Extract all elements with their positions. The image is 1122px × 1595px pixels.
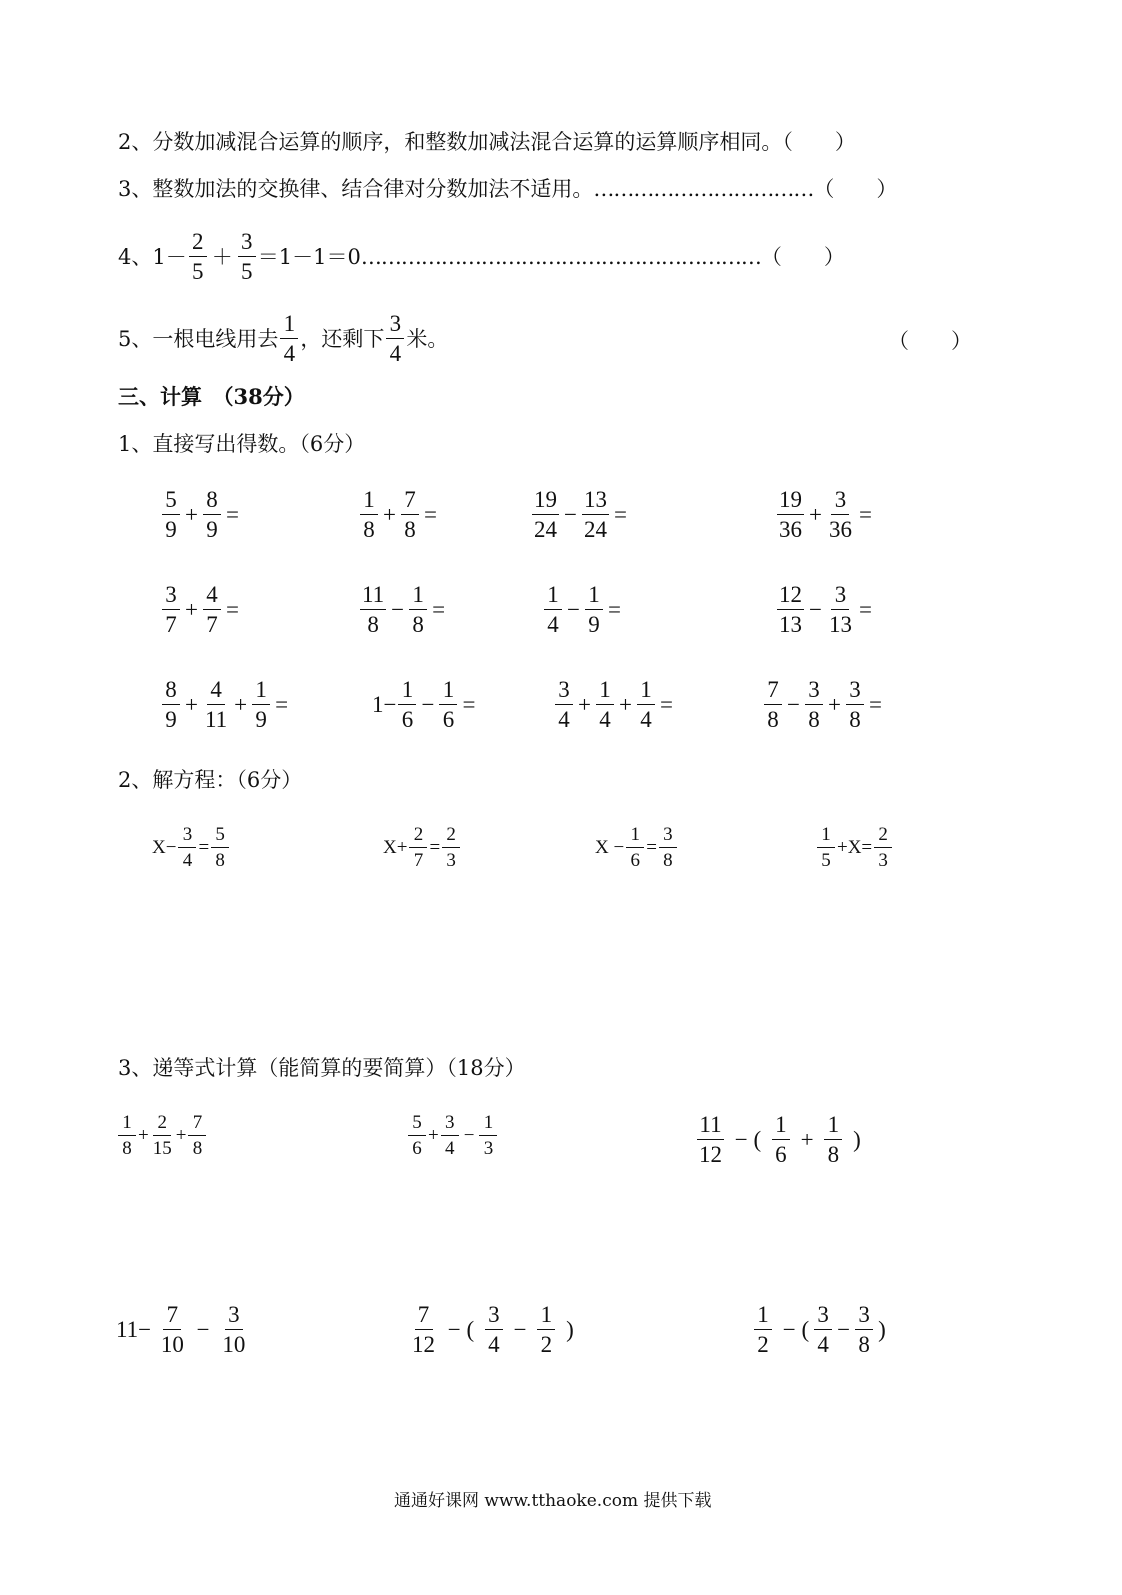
calc-problem: $\frac{8}{9}$ + $\frac{4}{11}$ + $\frac{1}{9}$ = bbox=[160, 678, 291, 731]
page-footer: 通通好课网 www.tthaoke.com 提供下载 bbox=[394, 1491, 712, 1511]
judge-item-3 bbox=[118, 175, 897, 203]
answer-paren[interactable]: （ ） bbox=[888, 329, 972, 353]
judge-item-4-prefix: 4、1－ bbox=[118, 244, 187, 269]
leader-dots: …………………………………………………… bbox=[360, 244, 761, 269]
judge-item-2 bbox=[118, 128, 856, 156]
judge-item-3-text: 3、整数加法的交换律、结合律对分数加法不适用。 bbox=[118, 177, 594, 201]
calc-problem: $\frac{19}{24}$ − $\frac{13}{24}$ = bbox=[534, 487, 627, 542]
calc-problem: $\frac{3}{4}$ + $\frac{1}{4}$ + $\frac{1}{4}$ = bbox=[553, 678, 676, 731]
fraction bbox=[386, 312, 404, 365]
step-calc-problem: $\frac{1}{8}$ + $\frac{2}{15}$ + $\frac{7}{8}$ bbox=[116, 1113, 208, 1158]
subsection-title: 3、递等式计算（能简算的要简算）（18分） bbox=[118, 1056, 526, 1080]
equation-problem: X − $\frac{1}{6}$ = $\frac{3}{8}$ bbox=[595, 825, 679, 870]
judge-item-2-text: 2、分数加减混合运算的顺序，和整数加减法混合运算的运算顺序相同。（ ） bbox=[118, 130, 856, 154]
numerator: 2 bbox=[189, 230, 207, 257]
calc-problem: $\frac{3}{7}$ + $\frac{4}{7}$ = bbox=[160, 583, 242, 636]
denominator: 4 bbox=[389, 341, 402, 366]
judge-item-4 bbox=[118, 230, 845, 283]
calc-problem: $\frac{1}{4}$ − $\frac{1}{9}$ = bbox=[542, 583, 624, 636]
denominator: 5 bbox=[191, 259, 204, 284]
numerator: 1 bbox=[280, 312, 298, 339]
fraction bbox=[280, 312, 298, 365]
equation-problem: $\frac{1}{5}$ +X= $\frac{2}{3}$ bbox=[815, 825, 894, 870]
judge-item-5 bbox=[118, 312, 448, 365]
step-calc-problem: 11− $\frac{7}{10}$ − $\frac{3}{10}$ bbox=[116, 1302, 246, 1357]
step-calc-problem: $\frac{7}{12}$ − ( $\frac{3}{4}$ − $\frac{1}{2}$ ) bbox=[412, 1302, 574, 1357]
judge-item-5-prefix: 5、一根电线用去 bbox=[118, 326, 279, 351]
leader-dots: …………………………… bbox=[593, 177, 814, 201]
fraction bbox=[189, 230, 207, 283]
calc-problem: $\frac{1}{8}$ + $\frac{7}{8}$ = bbox=[358, 488, 440, 541]
subsection-title: 1、直接写出得数。（6分） bbox=[118, 432, 366, 456]
calc-problem: $\frac{7}{8}$ − $\frac{3}{8}$ + $\frac{3}{8}$ = bbox=[762, 678, 885, 731]
equation-problem: X+ $\frac{2}{7}$ = $\frac{2}{3}$ bbox=[383, 825, 462, 870]
step-calc-problem: $\frac{1}{2}$ − ( $\frac{3}{4}$ − $\frac{3}{8}$ ) bbox=[752, 1303, 889, 1356]
section-title: 三、计算 （38分） bbox=[118, 384, 305, 409]
calc-problem: $\frac{12}{13}$ − $\frac{3}{13}$ = bbox=[779, 582, 872, 637]
judge-item-4-suffix: ＝1－1＝0 bbox=[257, 244, 361, 269]
answer-paren[interactable]: （ ） bbox=[760, 244, 845, 269]
answer-paren[interactable]: （ ） bbox=[813, 177, 898, 201]
judge-item-5-suffix: 米。 bbox=[406, 326, 449, 351]
calc-problem: $\frac{5}{9}$ + $\frac{8}{9}$ = bbox=[160, 488, 242, 541]
plus-sign: ＋ bbox=[211, 244, 233, 269]
calc-problem: 1− $\frac{1}{6}$ − $\frac{1}{6}$ = bbox=[372, 677, 476, 732]
denominator: 4 bbox=[283, 341, 296, 366]
judge-item-5-mid: ，还剩下 bbox=[300, 326, 385, 351]
equation-problem: X− $\frac{3}{4}$ = $\frac{5}{8}$ bbox=[152, 825, 231, 870]
step-calc-problem: $\frac{5}{6}$ + $\frac{3}{4}$ − $\frac{1}{3}$ bbox=[406, 1113, 499, 1158]
numerator: 3 bbox=[386, 312, 404, 339]
denominator: 5 bbox=[240, 259, 253, 284]
calc-problem: $\frac{11}{8}$ − $\frac{1}{8}$ = bbox=[362, 582, 446, 637]
subsection-title: 2、解方程：（6分） bbox=[118, 768, 303, 792]
fraction bbox=[238, 230, 256, 283]
numerator: 3 bbox=[238, 230, 256, 257]
step-calc-problem: $\frac{11}{12}$ − ( $\frac{1}{6}$ + $\frac{1}{8}$ ) bbox=[699, 1112, 861, 1167]
calc-problem: $\frac{19}{36}$ + $\frac{3}{36}$ = bbox=[779, 487, 872, 542]
